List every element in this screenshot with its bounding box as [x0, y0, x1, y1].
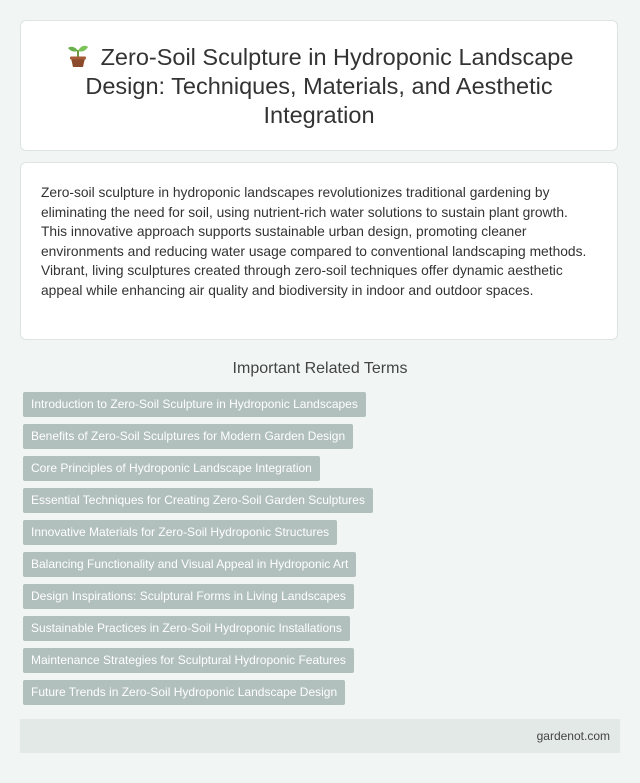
list-item [23, 456, 373, 488]
related-term-tag[interactable]: Benefits of Zero-Soil Sculptures for Modern Garden Design [23, 424, 353, 449]
list-item [23, 552, 373, 584]
title-card [20, 20, 618, 151]
related-terms-list [23, 392, 373, 712]
list-item [23, 488, 373, 520]
related-term-tag[interactable]: Sustainable Practices in Zero-Soil Hydroponic Installations [23, 616, 350, 641]
footer-site-link[interactable]: gardenot.com [536, 729, 610, 743]
related-term-tag[interactable]: Maintenance Strategies for Sculptural Hydroponic Features [23, 648, 354, 673]
related-term-tag[interactable]: Essential Techniques for Creating Zero-Soil Garden Sculptures [23, 488, 373, 513]
footer [20, 719, 620, 753]
list-item [23, 392, 373, 424]
page-title [45, 42, 593, 130]
list-item [23, 680, 373, 712]
related-term-tag[interactable]: Core Principles of Hydroponic Landscape Integration [23, 456, 320, 481]
list-item [23, 616, 373, 648]
related-terms-heading: Important Related Terms [232, 360, 408, 377]
page-title-text: Zero-Soil Sculpture in Hydroponic Landscape Design: Techniques, Materials, and Aesthetic Integration [85, 43, 574, 128]
list-item [23, 520, 373, 552]
list-item [23, 424, 373, 456]
intro-card [20, 162, 618, 340]
related-term-tag[interactable]: Balancing Functionality and Visual Appeal in Hydroponic Art [23, 552, 356, 577]
related-term-tag[interactable]: Design Inspirations: Sculptural Forms in Living Landscapes [23, 584, 354, 609]
related-term-tag[interactable]: Innovative Materials for Zero-Soil Hydroponic Structures [23, 520, 337, 545]
related-term-tag[interactable]: Introduction to Zero-Soil Sculpture in Hydroponic Landscapes [23, 392, 366, 417]
sprout-icon [65, 42, 91, 68]
intro-paragraph: Zero-soil sculpture in hydroponic landscapes revolutionizes traditional gardening by eliminating the need for soil, using nutrient-rich water solutions to sustain plant growth. This innovative approach supports sustainable urban design, promoting cleaner environments and reducing water usage compared to conventional landscaping methods. Vibrant, living sculptures created through zero-soil techniques offer dynamic aesthetic appeal while enhancing air quality and biodiversity in indoor and outdoor spaces. [41, 185, 587, 298]
related-term-tag[interactable]: Future Trends in Zero-Soil Hydroponic Landscape Design [23, 680, 345, 705]
list-item [23, 648, 373, 680]
list-item [23, 584, 373, 616]
